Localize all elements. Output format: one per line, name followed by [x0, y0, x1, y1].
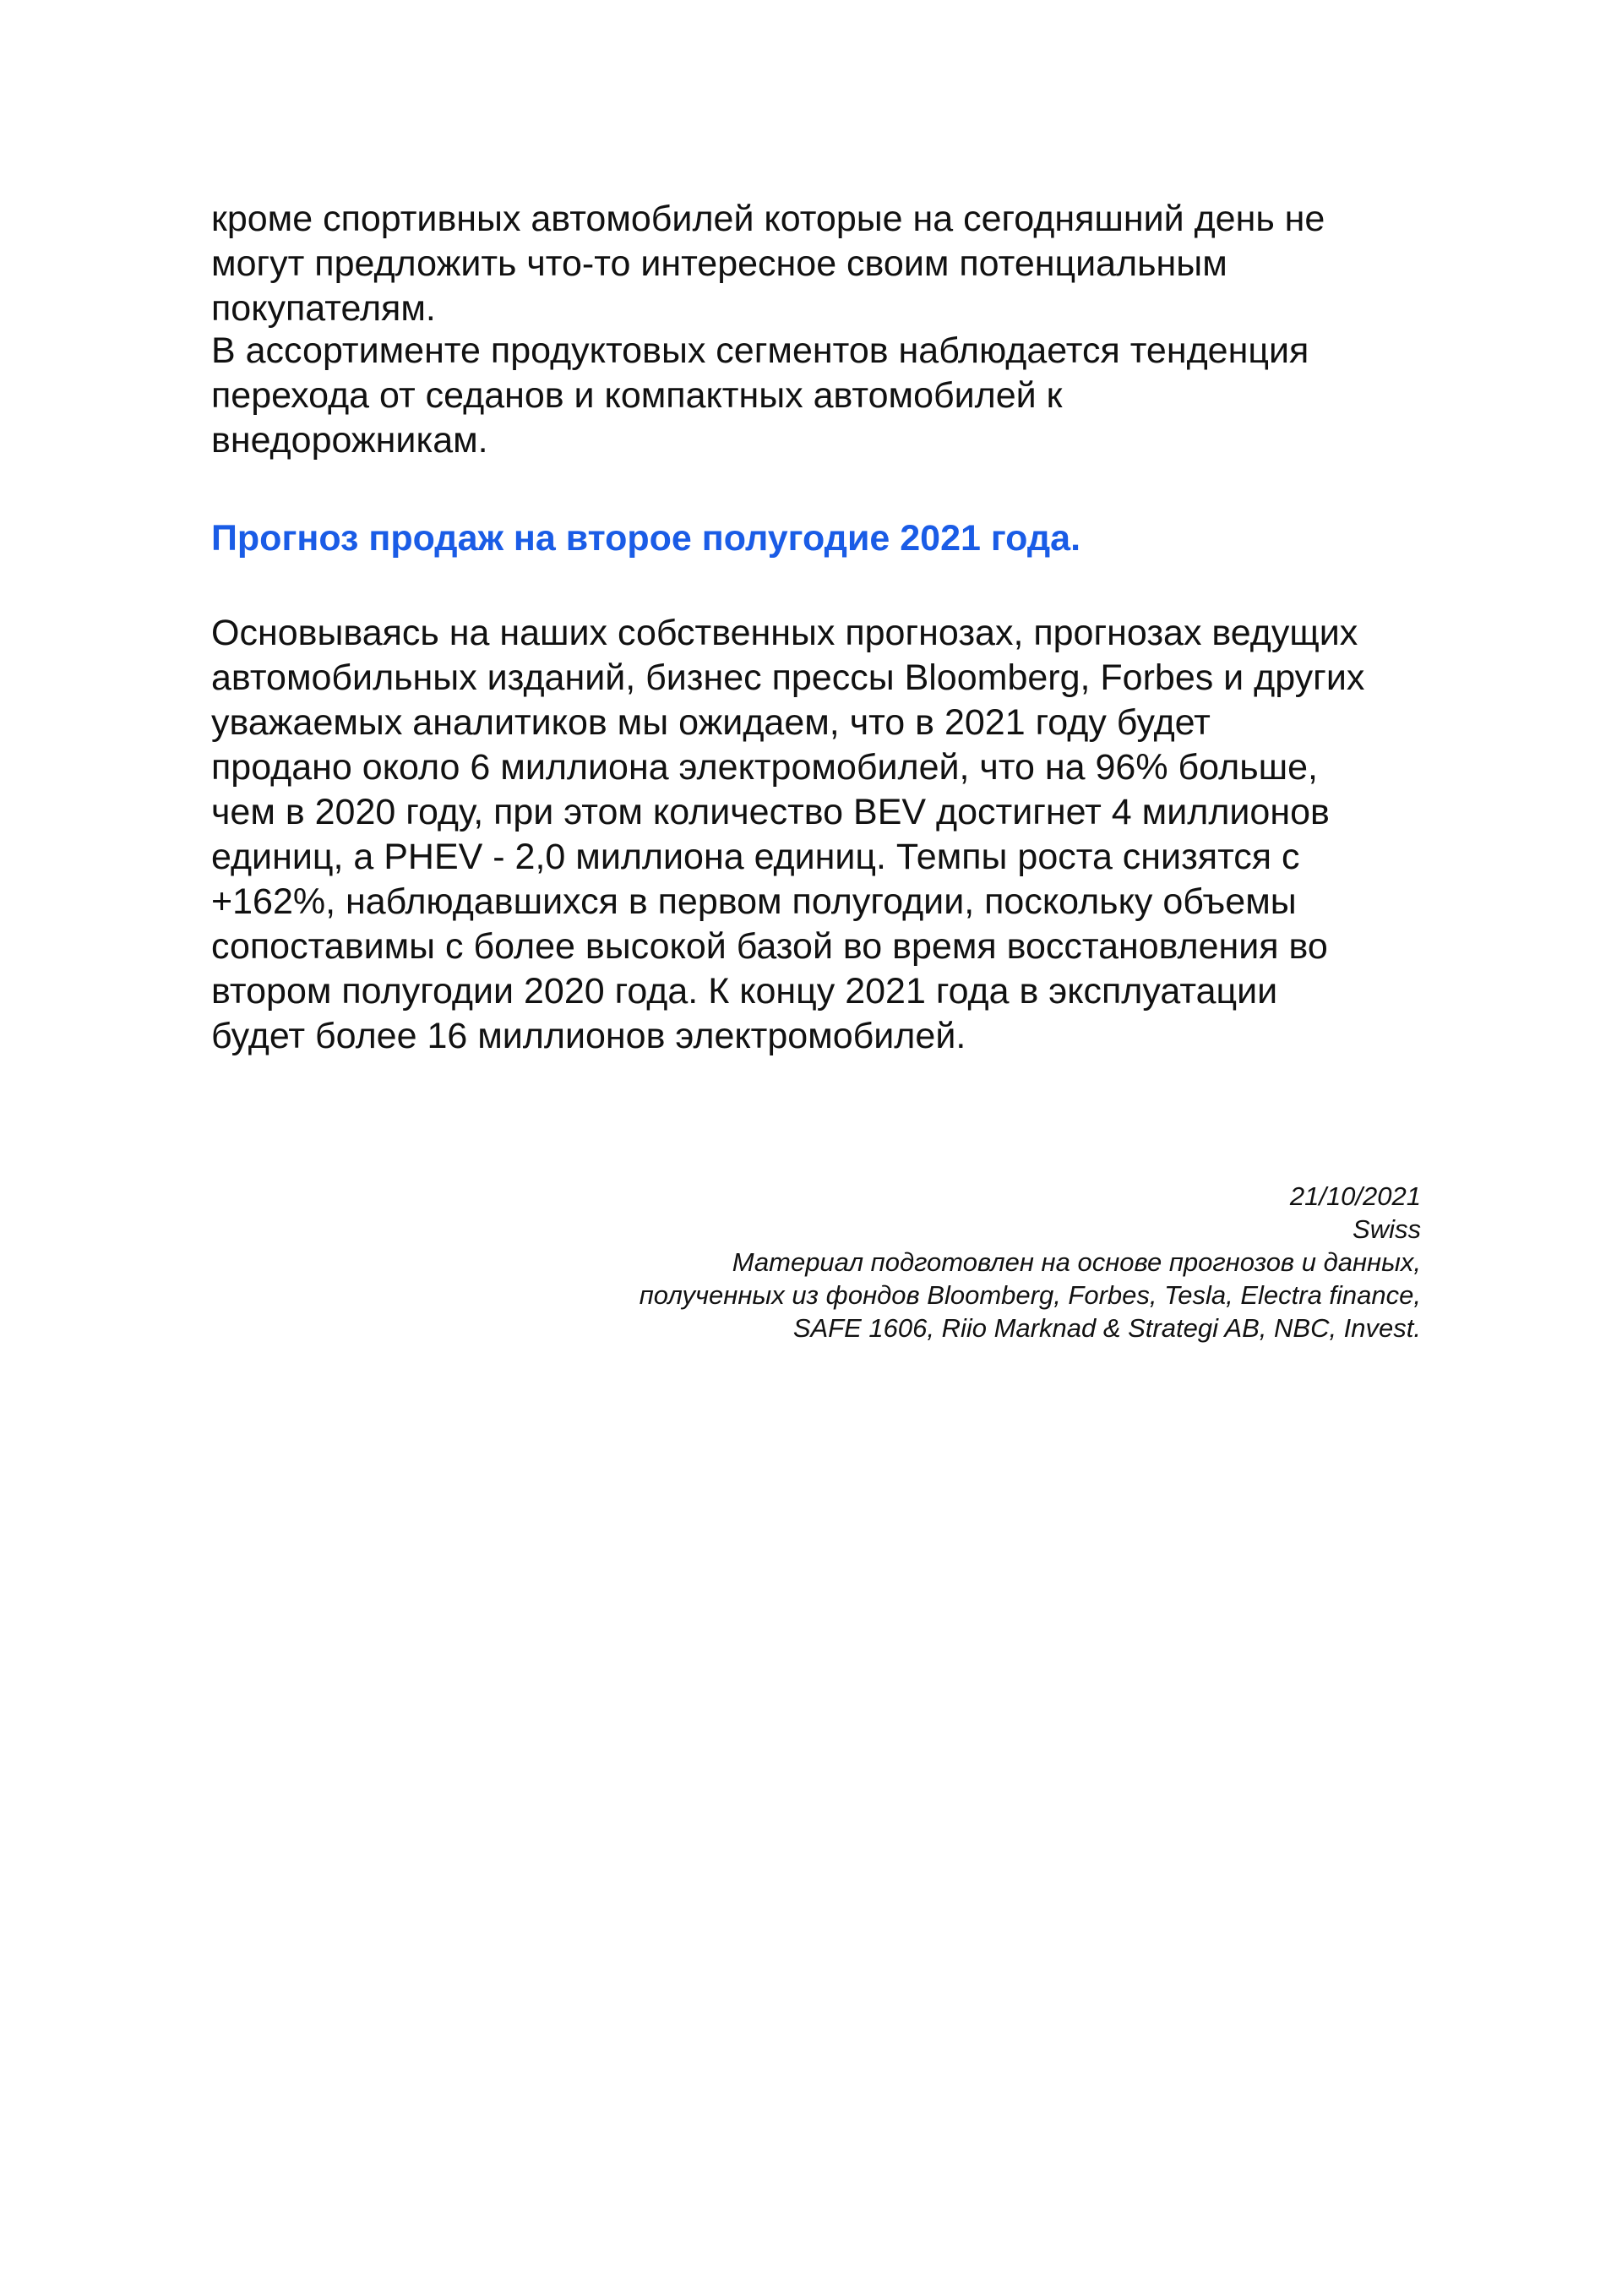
paragraph-segments	[211, 329, 1309, 463]
text-line: покупателям.	[211, 288, 436, 329]
text-line: В ассортименте продуктовых сегментов наблюдается тенденция	[211, 330, 1309, 371]
signature-note-line: полученных из фондов Bloomberg, Forbes, Tesla, Electra finance,	[639, 1280, 1421, 1310]
text-line: единиц, а PHEV - 2,0 миллиона единиц. Темпы роста снизятся с	[211, 837, 1300, 877]
text-line: уважаемых аналитиков мы ожидаем, что в 2021 году будет	[211, 702, 1211, 743]
text-line: продано около 6 миллиона электромобилей, что на 96% больше,	[211, 747, 1318, 788]
text-line: +162%, наблюдавшихся в первом полугодии, поскольку объемы	[211, 881, 1297, 922]
text-line: перехода от седанов и компактных автомобилей к	[211, 375, 1063, 416]
section-heading: Прогноз продаж на второе полугодие 2021 года.	[211, 518, 1081, 559]
text-line: будет более 16 миллионов электромобилей.	[211, 1016, 966, 1056]
signature-location: Swiss	[1353, 1214, 1421, 1244]
signature-block	[640, 1180, 1421, 1344]
text-line: втором полугодии 2020 года. К концу 2021 года в эксплуатации	[211, 971, 1278, 1012]
text-line: Основываясь на наших собственных прогнозах, прогнозах ведущих	[211, 613, 1358, 653]
text-line: сопоставимы с более высокой базой во время восстановления во	[211, 926, 1328, 967]
text-line: внедорожникам.	[211, 420, 488, 461]
signature-note-line: Материал подготовлен на основе прогнозов и данных,	[732, 1247, 1421, 1277]
text-line: автомобильных изданий, бизнес прессы Bloomberg, Forbes и других	[211, 657, 1365, 698]
signature-note-line: SAFE 1606, Riio Marknad & Strategi AB, NBC, Invest.	[792, 1313, 1421, 1343]
text-line: чем в 2020 году, при этом количество BEV достигнет 4 миллионов	[211, 792, 1330, 832]
paragraph-sports-cars	[211, 197, 1325, 331]
text-line: кроме спортивных автомобилей которые на сегодняшний день не	[211, 199, 1325, 239]
paragraph-forecast	[211, 611, 1364, 1059]
signature-date: 21/10/2021	[1289, 1181, 1421, 1211]
text-line: могут предложить что-то интересное своим потенциальным	[211, 243, 1227, 284]
